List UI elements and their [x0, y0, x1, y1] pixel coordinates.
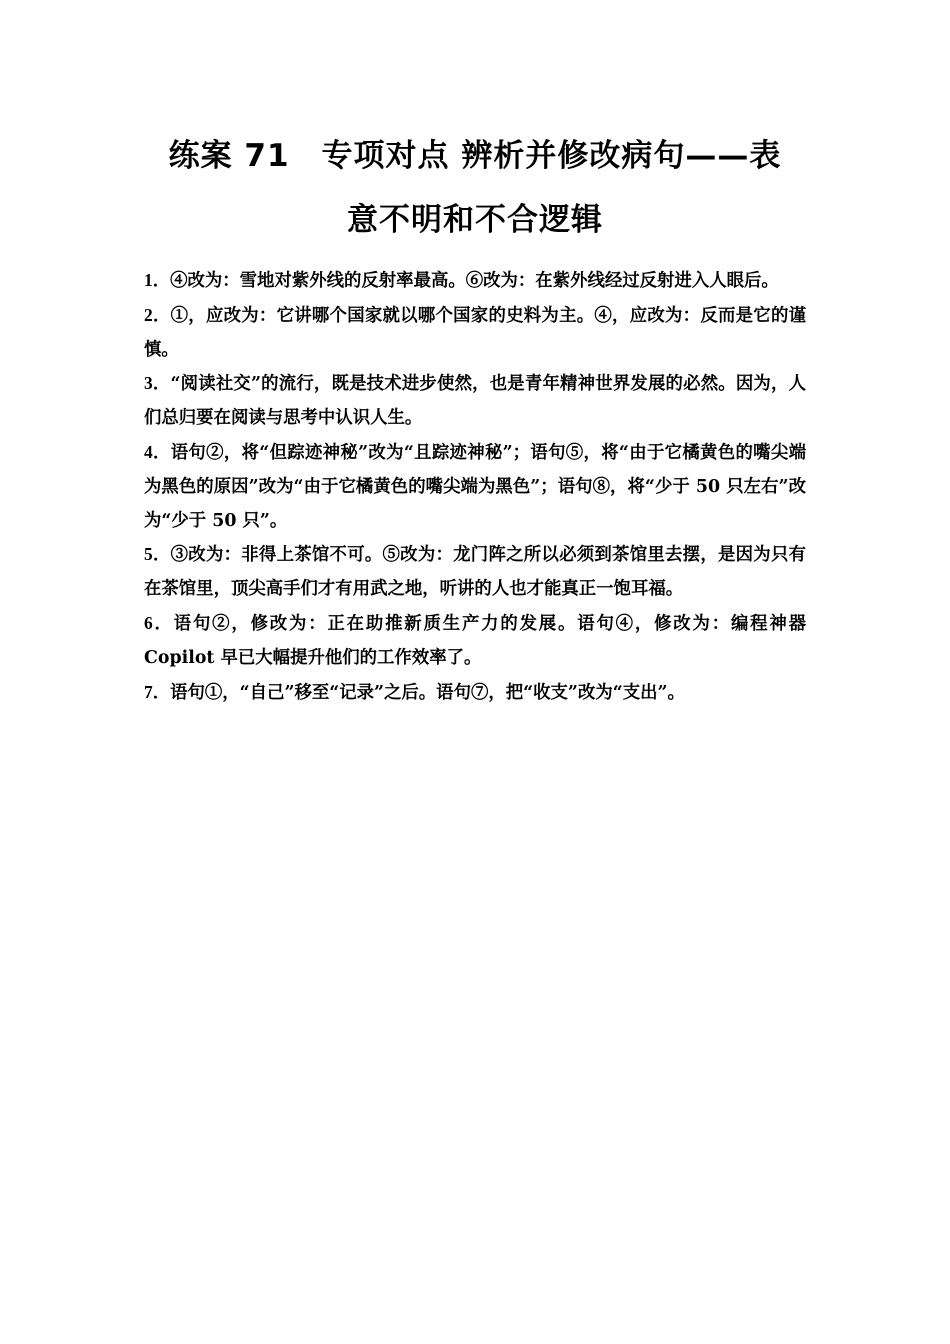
answer-number: 5． — [144, 544, 171, 565]
answer-number: 4． — [144, 441, 171, 462]
answer-item-4 — [144, 436, 806, 538]
answer-item-6 — [144, 607, 806, 676]
answer-text: ③改为：非得上茶馆不可。⑤改为：龙门阵之所以必须到茶馆里去摆，是因为只有在茶馆里，顶尖高手们才有用武之地，听讲的人也才能真正一饱耳福。 — [144, 545, 806, 600]
title-line-2: 意不明和不合逻辑 — [347, 202, 603, 238]
page-title — [144, 124, 806, 252]
answer-text: 语句②，修改为：正在助推新质生产力的发展。语句④，修改为：编程神器 Copilot 早已大幅提升他们的工作效率了。 — [144, 613, 806, 668]
answer-item-5 — [144, 538, 806, 607]
answer-list — [144, 264, 806, 710]
answer-number: 6． — [144, 612, 174, 633]
title-line-1: 练案 71 专项对点 辨析并修改病句——表 — [168, 138, 782, 174]
answer-number: 1． — [144, 270, 171, 290]
answer-item-7 — [144, 676, 806, 711]
answer-item-3 — [144, 367, 806, 436]
answer-text: 语句②，将“但踪迹神秘”改为“且踪迹神秘”；语句⑤，将“由于它橘黄色的嘴尖端为黑色的原因”改为“由于它橘黄色的嘴尖端为黑色”；语句⑧，将“少于 50 只左右”改为“少于 50 只”。 — [144, 442, 806, 531]
answer-number: 2． — [144, 304, 171, 325]
answer-text: ④改为：雪地对紫外线的反射率最高。⑥改为：在紫外线经过反射进入人眼后。 — [170, 271, 779, 291]
answer-text: “阅读社交”的流行，既是技术进步使然，也是青年精神世界发展的必然。因为，人们总归要在阅读与思考中认识人生。 — [144, 374, 806, 429]
answer-text: 语句①，“自己”移至“记录”之后。语句⑦，把“收支”改为“支出”。 — [170, 682, 685, 703]
answer-item-2 — [144, 299, 806, 368]
answer-item-1 — [144, 264, 806, 299]
document-page — [144, 124, 806, 710]
answer-text: ①，应改为：它讲哪个国家就以哪个国家的史料为主。④，应改为：反而是它的谨慎。 — [144, 305, 806, 360]
answer-number: 7． — [144, 681, 171, 702]
answer-number: 3． — [144, 373, 171, 394]
